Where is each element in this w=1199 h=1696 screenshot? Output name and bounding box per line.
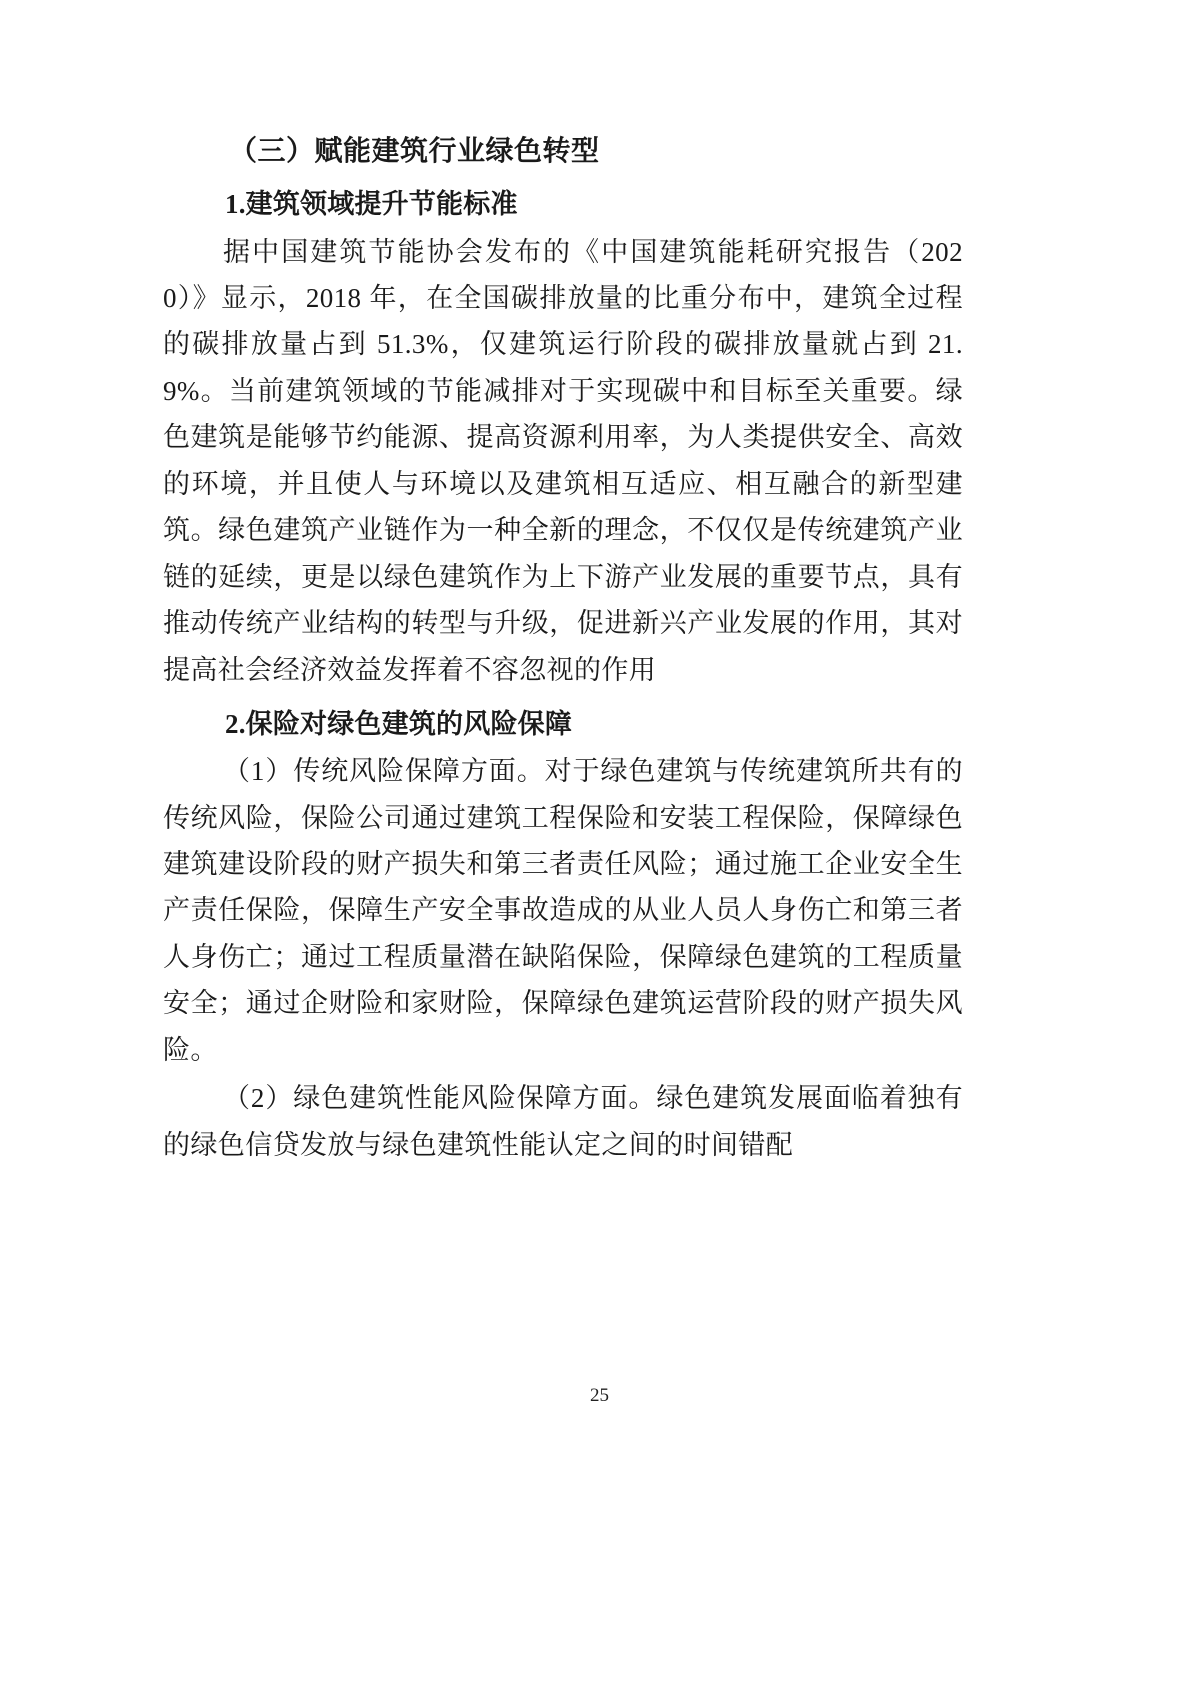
section-heading: （三）赋能建筑行业绿色转型 — [229, 136, 600, 167]
paragraph-2: （1）传统风险保障方面。对于绿色建筑与传统建筑所共有的传统风险，保险公司通过建筑工程保险和安装工程保险，保障绿色建筑建设阶段的财产损失和第三者责任风险；通过施工企业安全生产责任保险，保障生产安全事故造成的从业人员人身伤亡和第三者人身伤亡；通过工程质量潜在缺陷保险，保障绿色建筑的工程质量安全；通过企财险和家财险，保障绿色建筑运营阶段的财产损失风险。 — [163, 756, 963, 1065]
page-number: 25 — [590, 1385, 609, 1406]
paragraph-1: 据中国建筑节能协会发布的《中国建筑能耗研究报告（2020）》显示，2018 年，在全国碳排放量的比重分布中，建筑全过程的碳排放量占到 51.3%，仅建筑运行阶段的碳排放量就占到 21.9%。当前建筑领域的节能减排对于实现碳中和目标至关重要。绿色建筑是能够节约能源、提高资源利用率，为人类提供安全、高效的环境，并且使人与环境以及建筑相互适应、相互融合的新型建筑。绿色建筑产业链作为一种全新的理念，不仅仅是传统建筑产业链的延续，更是以绿色建筑作为上下游产业发展的重要节点，具有推动传统产业结构的转型与升级，促进新兴产业发展的作用，其对提高社会经济效益发挥着不容忽视的作用 — [163, 236, 963, 685]
subsection-2-heading: 2.保险对绿色建筑的风险保障 — [225, 708, 573, 739]
subsection-1-heading: 1.建筑领域提升节能标准 — [225, 189, 518, 220]
page-content — [163, 130, 963, 1170]
paragraph-3: （2）绿色建筑性能风险保障方面。绿色建筑发展面临着独有的绿色信贷发放与绿色建筑性能认定之间的时间错配 — [163, 1083, 963, 1160]
